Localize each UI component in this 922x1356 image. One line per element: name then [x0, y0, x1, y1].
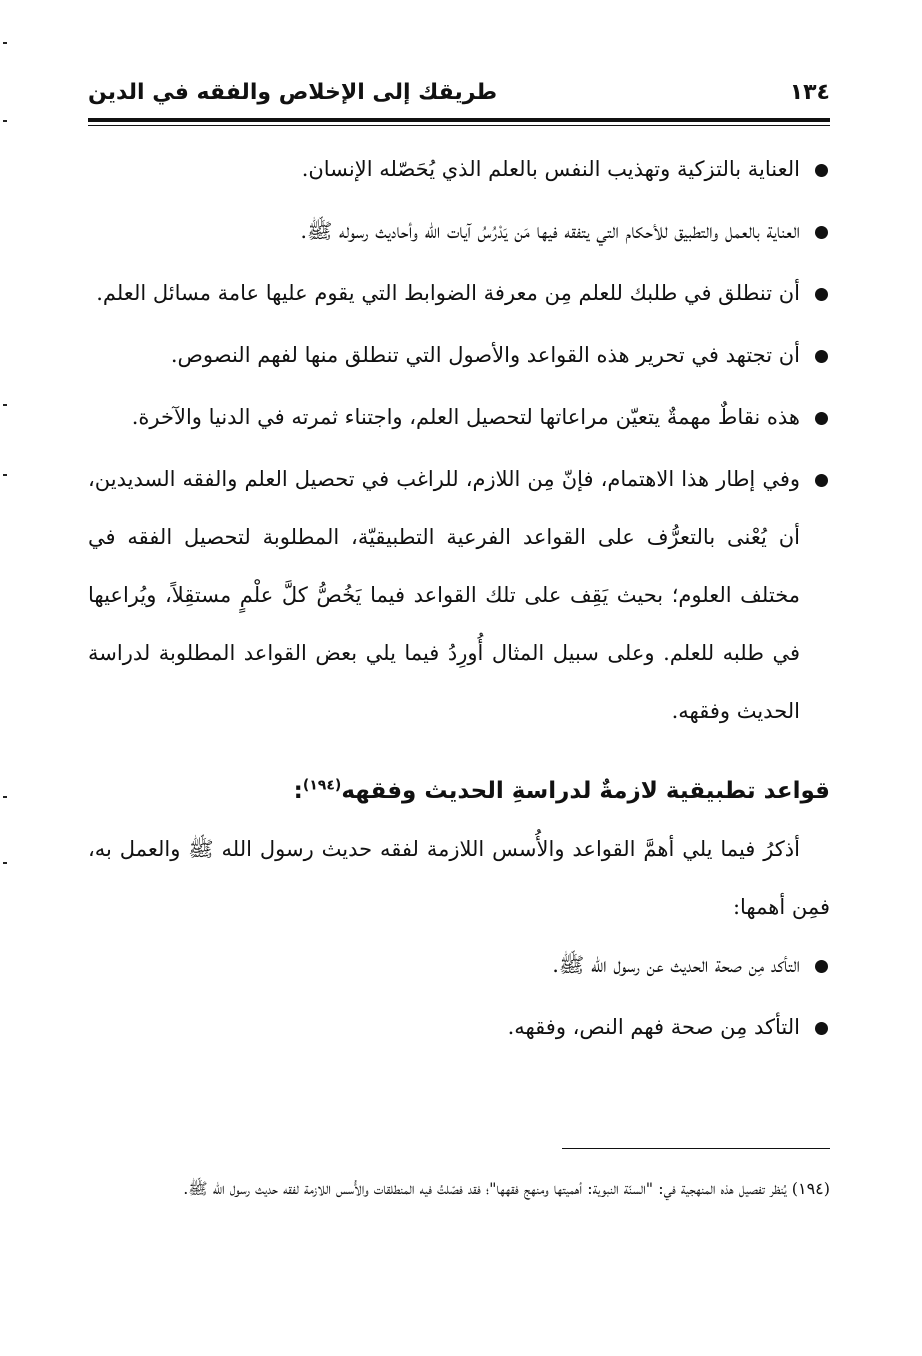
bullet-dot-icon: [815, 1022, 828, 1035]
running-header: [88, 72, 830, 112]
book-title: طريقك إلى الإخلاص والفقه في الدين: [88, 79, 498, 105]
footnote-number: (١٩٤): [791, 1179, 830, 1198]
header-rule-thin: [88, 125, 830, 126]
bullet-text: العناية بالتزكية وتهذيب النفس بالعلم الذي يُحَصّله الإنسان.: [301, 157, 800, 181]
intro-paragraph: أذكرُ فيما يلي أهمَّ القواعد والأُسس اللازمة لفقه حديث رسول الله ﷺ والعمل به، فمِن أهمها:: [88, 837, 830, 919]
footnote: [88, 1170, 830, 1208]
bullet-text: وفي إطار هذا الاهتمام، فإنّ مِن اللازم، للراغب في تحصيل العلم والفقه السديدين، أن يُعْنى بالتعرُّف على القواعد الفرعية التطبيقيّة، المطلوبة لتحصيل الفقه في مختلف العلوم؛ بحيث يَقِف على تلك القواعد فيما يَخُصُّ كلَّ علْمٍ مستقِلاً، ويُراعيها في طلبه للعلم. وعلى سبيل المثال أُورِدُ فيما يلي بعض القواعد المطلوبة لدراسة الحديث وفقهه.: [88, 467, 800, 723]
bullet-dot-icon: [815, 960, 828, 973]
bullet-dot-icon: [815, 412, 828, 425]
bullet-item: [88, 140, 830, 198]
section-heading: [88, 762, 830, 820]
scan-margin-mark: [3, 474, 7, 476]
bullet-item: [88, 998, 830, 1056]
bullet-dot-icon: [815, 474, 828, 487]
scan-margin-mark: [3, 42, 7, 44]
bullet-text: هذه نقاطٌ مهمةٌ يتعيّن مراعاتها لتحصيل العلم، واجتناء ثمرته في الدنيا والآخرة.: [131, 405, 800, 429]
bullet-dot-icon: [815, 288, 828, 301]
bullet-dot-icon: [815, 226, 828, 239]
scan-margin-mark: [3, 120, 7, 122]
header-rule-thick: [88, 118, 830, 122]
bullet-dot-icon: [815, 350, 828, 363]
bullet-item: [88, 202, 830, 260]
section-heading-colon: :: [293, 778, 303, 804]
bullet-text: العناية بالعمل والتطبيق للأحكام التي يتفقه فيها مَن يَدْرُسُ آيات الله وأحاديث رسوله ﷺ.: [300, 219, 800, 243]
section-heading-text: قواعد تطبيقية لازمةٌ لدراسةِ الحديث وفقهه: [341, 778, 830, 804]
page-number: ١٣٤: [789, 79, 830, 105]
bullet-item: [88, 326, 830, 384]
scan-margin-mark: [3, 862, 7, 864]
bullet-text: أن تجتهد في تحرير هذه القواعد والأصول التي تنطلق منها لفهم النصوص.: [170, 343, 800, 367]
scan-margin-mark: [3, 796, 7, 798]
bullet-item: [88, 936, 830, 994]
footnote-separator: [562, 1148, 830, 1149]
scan-margin-mark: [3, 404, 7, 406]
footnote-reference[interactable]: (١٩٤): [302, 777, 342, 794]
bullet-text: أن تنطلق في طلبك للعلم مِن معرفة الضوابط التي يقوم عليها عامة مسائل العلم.: [96, 281, 800, 305]
page-body: [88, 140, 830, 1056]
bullet-text: التأكد مِن صحة فهم النص، وفقهه.: [507, 1015, 800, 1039]
bullet-item: [88, 450, 830, 740]
bullet-item: [88, 388, 830, 446]
bullet-text: التأكد مِن صحة الحديث عن رسول الله ﷺ.: [552, 953, 800, 977]
footnote-text: يُنظر تفصيل هذه المنهجية في: "السنّة النبوية: أهميتها ومنهج فقهها"؛ فقد فصّلتُ فيه المنطلقات والأُسس اللازمة لفقه حديث رسول الله ﷺ.: [183, 1179, 787, 1198]
bullet-dot-icon: [815, 164, 828, 177]
bullet-item: [88, 264, 830, 322]
